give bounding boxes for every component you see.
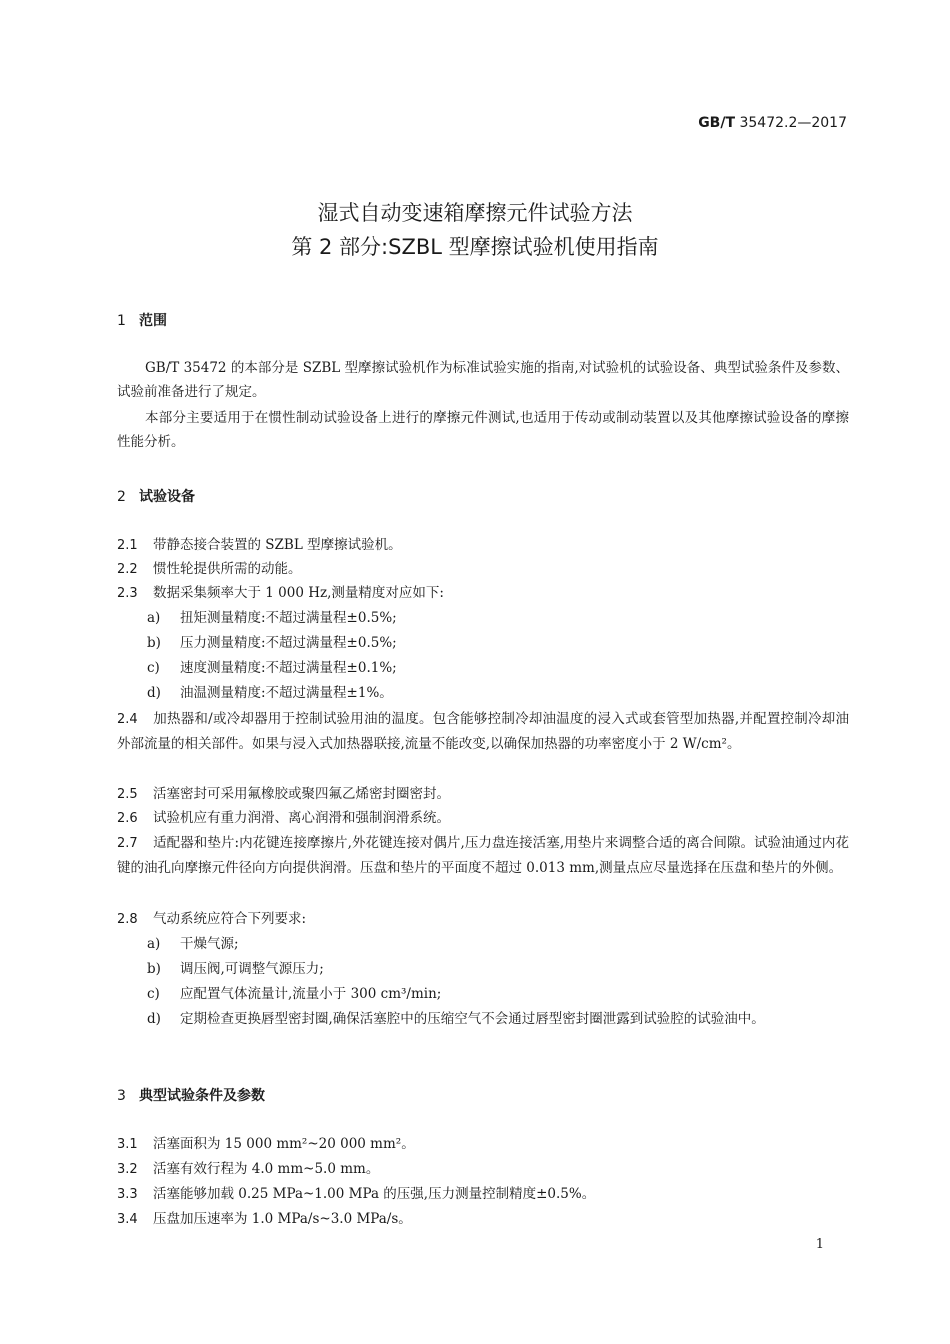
- clause-text: 活塞面积为 15 000 mm²~20 000 mm²。: [153, 1136, 415, 1152]
- list-item: [147, 982, 849, 1006]
- clause-2-4: [117, 707, 849, 756]
- clause-number: 2.8: [117, 912, 138, 927]
- clause-3-4: [117, 1207, 849, 1232]
- section-heading-1: [117, 310, 167, 330]
- clause-2-8: [117, 907, 849, 932]
- list-item: [147, 606, 849, 630]
- clause-number: 2.2: [117, 562, 138, 577]
- list-item: [147, 631, 849, 655]
- section-title: 范围: [139, 313, 167, 329]
- list-label: a): [147, 610, 161, 626]
- list-text: 扭矩测量精度:不超过满量程±0.5%;: [180, 610, 397, 626]
- section-title: 试验设备: [139, 489, 195, 505]
- section-title: 典型试验条件及参数: [139, 1088, 265, 1104]
- list-text: 压力测量精度:不超过满量程±0.5%;: [180, 635, 397, 651]
- clause-text: 活塞有效行程为 4.0 mm~5.0 mm。: [153, 1161, 380, 1177]
- list-item: [147, 932, 849, 956]
- list-text: 调压阀,可调整气源压力;: [180, 961, 324, 977]
- standard-prefix: GB/T: [698, 115, 736, 131]
- list-text: 干燥气源;: [180, 936, 239, 952]
- clause-number: 2.3: [117, 586, 138, 601]
- clause-text: 气动系统应符合下列要求:: [153, 911, 307, 927]
- list-label: c): [147, 986, 160, 1002]
- list-item: [147, 1007, 849, 1031]
- list-item: [147, 681, 849, 705]
- list-label: a): [147, 936, 161, 952]
- clause-3-3: [117, 1182, 849, 1207]
- clause-2-5: [117, 782, 849, 807]
- clause-2-2: [117, 557, 849, 582]
- clause-text: 加热器和/或冷却器用于控制试验用油的温度。包含能够控制冷却油温度的浸入式或套管型加热器,并配置控制冷却油外部流量的相关部件。如果与浸入式加热器联接,流量不能改变,以确保加热器的功率密度小于 2 W/cm²。: [117, 711, 849, 752]
- section-number: 2: [117, 489, 126, 505]
- clause-text: 惯性轮提供所需的动能。: [153, 561, 302, 577]
- document-title-line2: 第 2 部分:SZBL 型摩擦试验机使用指南: [291, 235, 659, 259]
- list-text: 速度测量精度:不超过满量程±0.1%;: [180, 660, 397, 676]
- clause-2-3: [117, 581, 849, 606]
- section-number: 3: [117, 1088, 126, 1104]
- standard-code: [698, 115, 847, 131]
- section-number: 1: [117, 313, 126, 329]
- clause-number: 2.7: [117, 836, 138, 851]
- list-text: 定期检查更换唇型密封圈,确保活塞腔中的压缩空气不会通过唇型密封圈泄露到试验腔的试验油中。: [180, 1011, 765, 1027]
- list-label: c): [147, 660, 160, 676]
- list-text: 应配置气体流量计,流量小于 300 cm³/min;: [180, 986, 442, 1002]
- clause-2-6: [117, 806, 849, 831]
- clause-3-1: [117, 1132, 849, 1157]
- clause-text: 活塞能够加载 0.25 MPa~1.00 MPa 的压强,压力测量控制精度±0.5%。: [153, 1186, 596, 1202]
- clause-text: 活塞密封可采用氟橡胶或聚四氟乙烯密封圈密封。: [153, 786, 450, 802]
- list-item: [147, 957, 849, 981]
- clause-number: 2.1: [117, 538, 138, 553]
- list-label: b): [147, 961, 161, 977]
- clause-3-2: [117, 1157, 849, 1182]
- clause-number: 2.5: [117, 787, 138, 802]
- list-label: d): [147, 685, 161, 701]
- standard-number: 35472.2—2017: [739, 115, 847, 131]
- section-heading-2: [117, 486, 195, 506]
- section-heading-3: [117, 1085, 265, 1105]
- clause-2-1: [117, 533, 849, 558]
- clause-text: 压盘加压速率为 1.0 MPa/s~3.0 MPa/s。: [153, 1211, 412, 1227]
- clause-number: 3.1: [117, 1137, 138, 1152]
- clause-text: 数据采集频率大于 1 000 Hz,测量精度对应如下:: [153, 585, 444, 601]
- page-number: 1: [815, 1237, 824, 1252]
- clause-text: 带静态接合装置的 SZBL 型摩擦试验机。: [153, 537, 402, 553]
- clause-text: 适配器和垫片:内花键连接摩擦片,外花键连接对偶片,压力盘连接活塞,用垫片来调整合适的离合间隙。试验油通过内花键的油孔向摩擦元件径向方向提供润滑。压盘和垫片的平面度不超过 0.013 mm,测量点应尽量选择在压盘和垫片的外侧。: [117, 835, 849, 876]
- document-title-line1: 湿式自动变速箱摩擦元件试验方法: [317, 201, 633, 225]
- list-text: 油温测量精度:不超过满量程±1%。: [180, 685, 393, 701]
- clause-number: 3.2: [117, 1162, 138, 1177]
- paragraph: 本部分主要适用于在惯性制动试验设备上进行的摩擦元件测试,也适用于传动或制动装置以及其他摩擦试验设备的摩擦性能分析。: [117, 410, 849, 450]
- clause-text: 试验机应有重力润滑、离心润滑和强制润滑系统。: [153, 810, 450, 826]
- clause-number: 3.3: [117, 1187, 138, 1202]
- clause-number: 2.6: [117, 811, 138, 826]
- clause-number: 2.4: [117, 712, 138, 727]
- clause-number: 3.4: [117, 1212, 138, 1227]
- list-item: [147, 656, 849, 680]
- list-label: b): [147, 635, 161, 651]
- clause-2-7: [117, 831, 849, 880]
- list-label: d): [147, 1011, 161, 1027]
- paragraph: GB/T 35472 的本部分是 SZBL 型摩擦试验机作为标准试验实施的指南,对试验机的试验设备、典型试验条件及参数、试验前准备进行了规定。: [117, 360, 849, 400]
